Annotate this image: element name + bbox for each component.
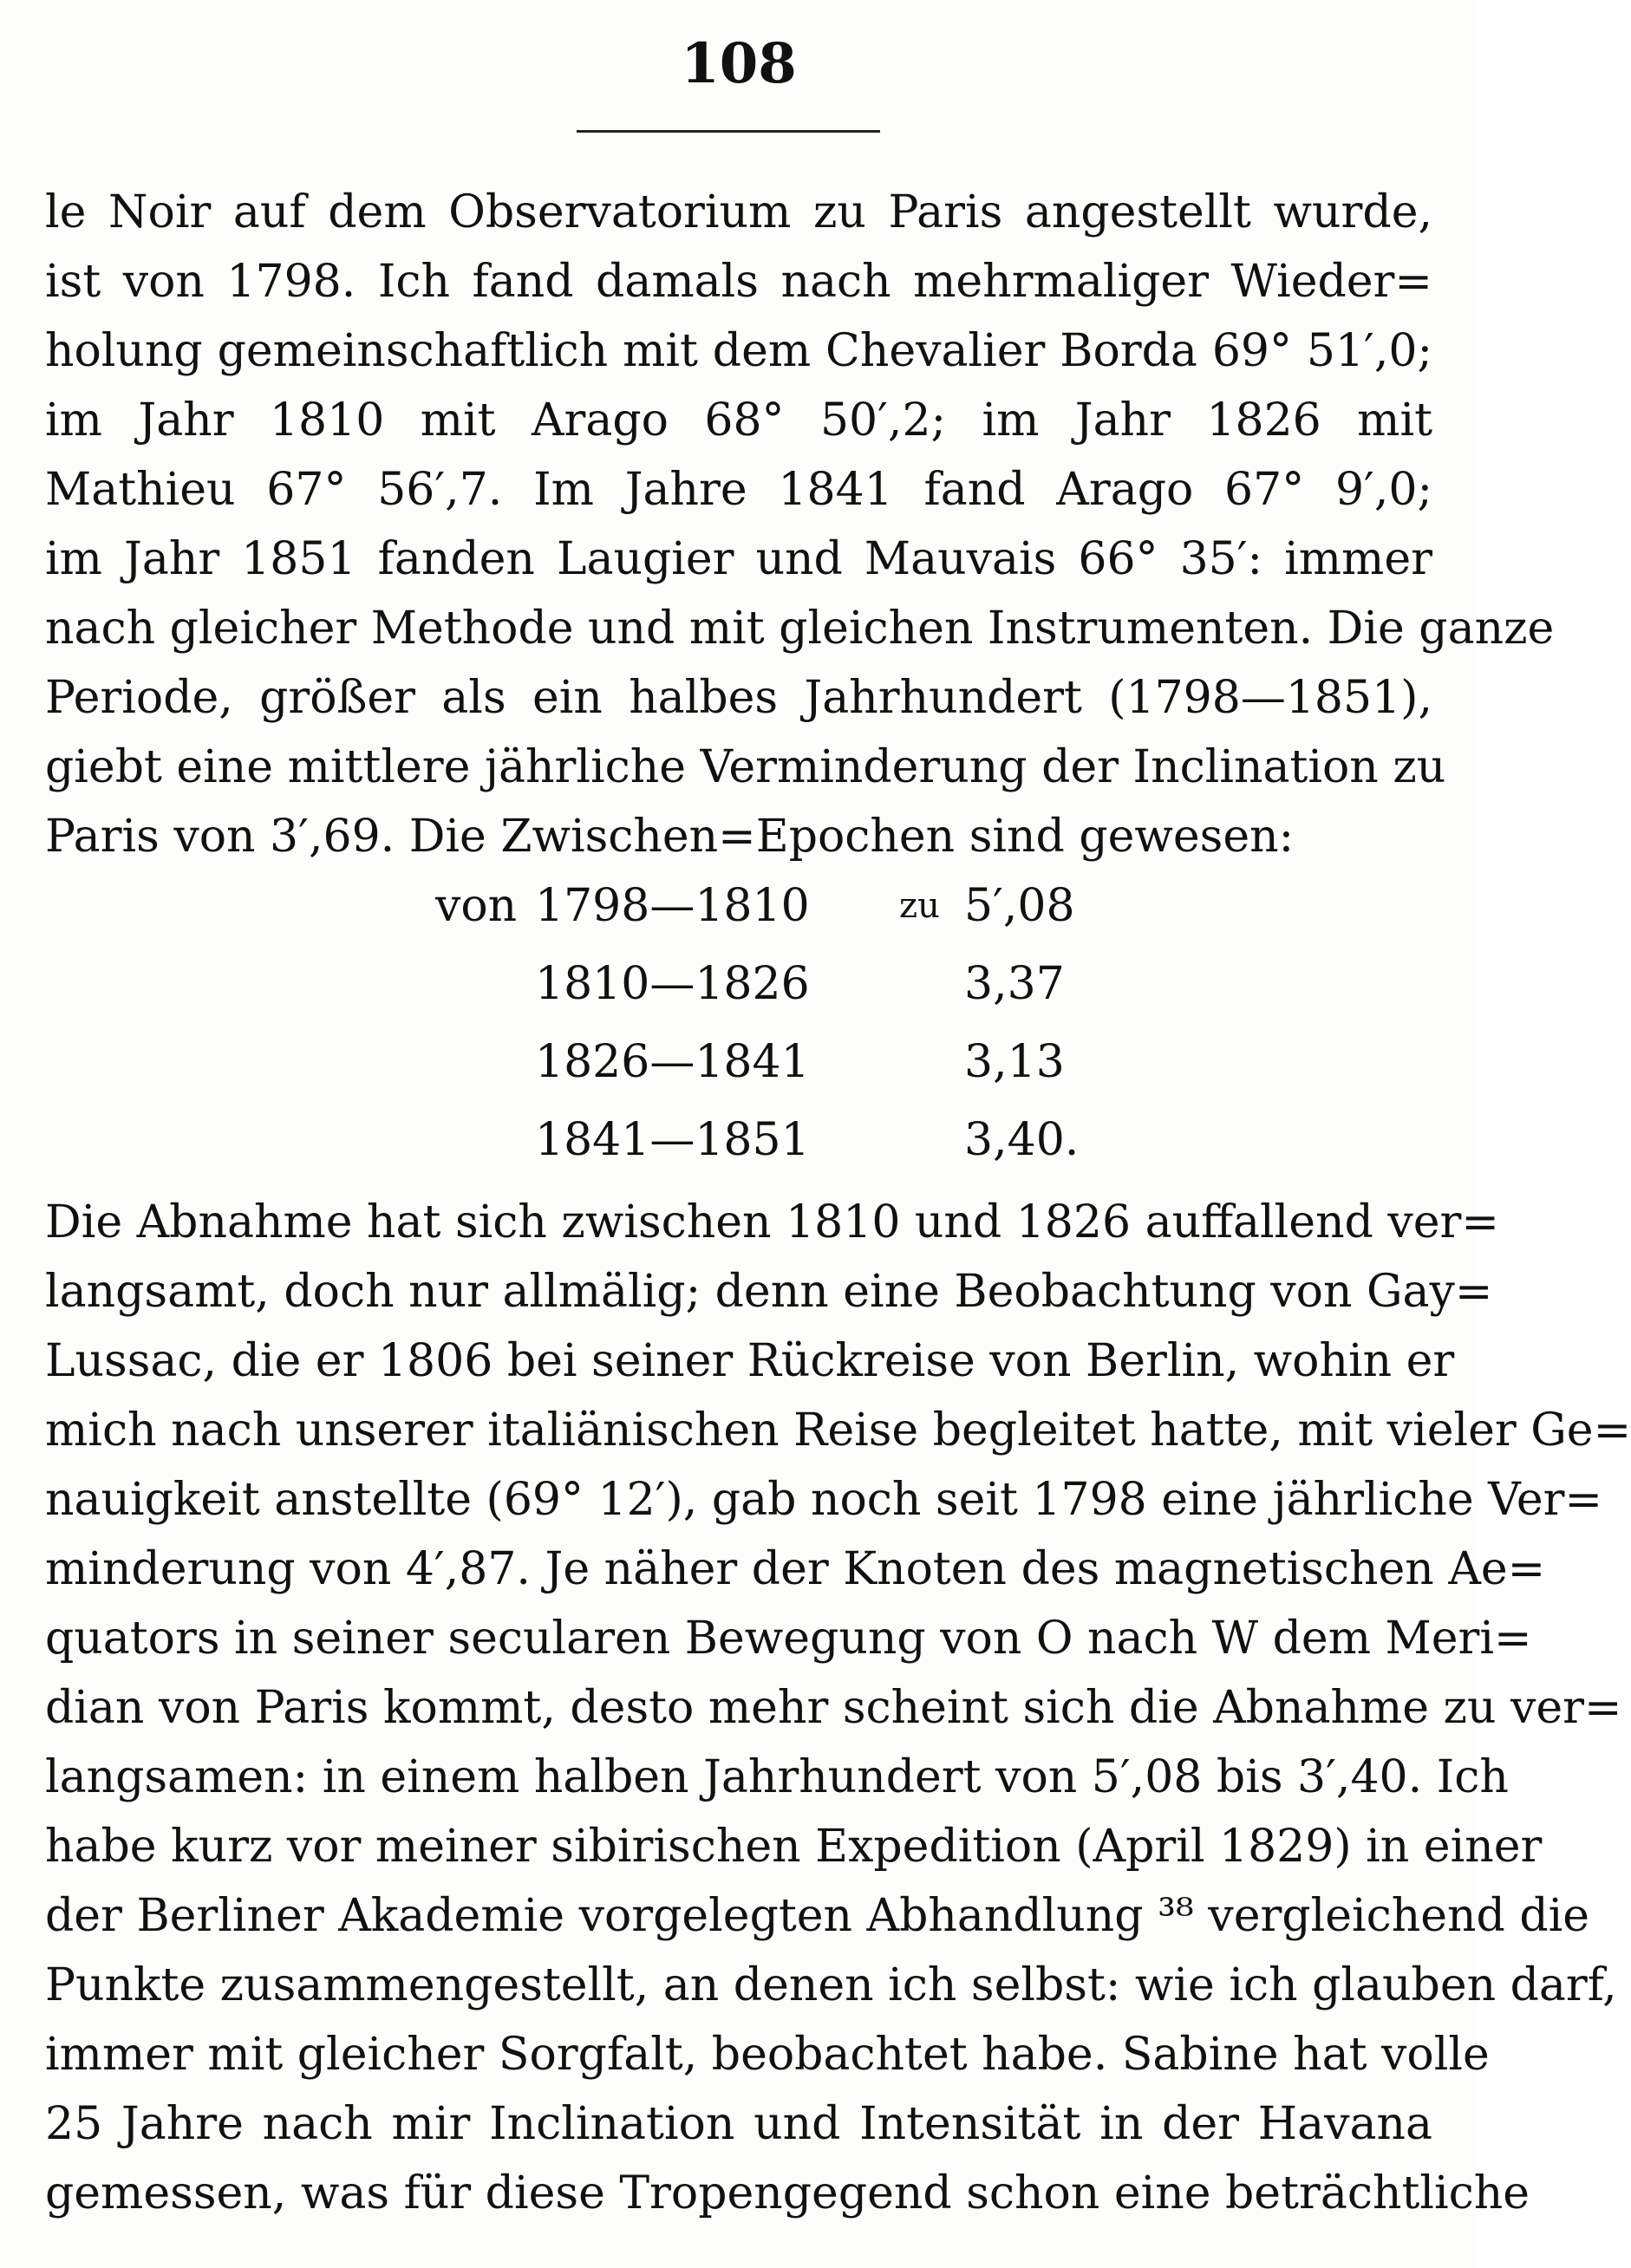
text-line: Paris von 3′,69. Die Zwischen=Epochen sind gewesen: <box>45 811 1295 863</box>
text-line: ist von 1798. Ich fand damals nach mehrmaliger Wieder= <box>45 256 1432 308</box>
table-range: 1798—1810 <box>535 880 810 932</box>
text-line: minderung von 4′,87. Je näher der Knoten des magnetischen Ae= <box>45 1543 1546 1595</box>
header-rule <box>577 130 880 133</box>
body-text <box>45 178 1631 2228</box>
text-line: gemessen, was für diese Tropengegend schon eine beträchtliche <box>45 2167 1530 2219</box>
text-line: quators in seiner secularen Bewegung von O nach W dem Meri= <box>45 1613 1532 1665</box>
text-line: Periode, größer als ein halbes Jahrhundert (1798—1851), <box>45 672 1432 724</box>
text-line: im Jahr 1810 mit Arago 68° 50′,2; im Jahr 1826 mit <box>45 394 1432 446</box>
text-line: mich nach unserer italiänischen Reise begleitet hatte, mit vieler Ge= <box>45 1404 1631 1457</box>
text-line: dian von Paris kommt, desto mehr scheint sich die Abnahme zu ver= <box>45 1682 1622 1734</box>
paragraph <box>45 1188 1631 2228</box>
text-line: Lussac, die er 1806 bei seiner Rückreise von Berlin, wohin er <box>45 1335 1455 1387</box>
text-line: giebt eine mittlere jährliche Verminderung der Inclination zu <box>45 741 1446 793</box>
text-line: nach gleicher Methode und mit gleichen Instrumenten. Die ganze <box>45 603 1555 655</box>
table-value: 3,40. <box>964 1114 1080 1166</box>
text-line: der Berliner Akademie vorgelegten Abhandlung ³⁸ vergleichend die <box>45 1890 1590 1942</box>
text-line: Punkte zusammengestellt, an denen ich selbst: wie ich glauben darf, <box>45 1959 1617 2011</box>
text-line: Die Abnahme hat sich zwischen 1810 und 1826 auffallend ver= <box>45 1196 1499 1248</box>
page-number: 108 <box>681 31 797 96</box>
text-line: immer mit gleicher Sorgfalt, beobachtet habe. Sabine hat volle <box>45 2029 1490 2081</box>
text-line: langsamen: in einem halben Jahrhundert von 5′,08 bis 3′,40. Ich <box>45 1751 1509 1803</box>
table-value: 5′,08 <box>964 880 1075 932</box>
table-range: 1810—1826 <box>535 958 810 1010</box>
text-line: 25 Jahre nach mir Inclination und Intensität in der Havana <box>45 2098 1432 2150</box>
table-range: 1841—1851 <box>535 1114 810 1166</box>
text-line: le Noir auf dem Observatorium zu Paris angestellt wurde, <box>45 186 1432 238</box>
table-range: 1826—1841 <box>535 1036 810 1088</box>
table-zu: zu <box>899 886 940 926</box>
text-line: langsamt, doch nur allmälig; denn eine Beobachtung von Gay= <box>45 1266 1493 1318</box>
table-prefix: von <box>435 880 518 932</box>
text-line: nauigkeit anstellte (69° 12′), gab noch seit 1798 eine jährliche Ver= <box>45 1474 1603 1526</box>
epochs-table <box>45 871 1432 1188</box>
text-line: Mathieu 67° 56′,7. Im Jahre 1841 fand Arago 67° 9′,0; <box>45 464 1432 516</box>
text-line: holung gemeinschaftlich mit dem Chevalier Borda 69° 51′,0; <box>45 325 1432 377</box>
table-value: 3,13 <box>964 1036 1065 1088</box>
table-value: 3,37 <box>964 958 1065 1010</box>
text-line: habe kurz vor meiner sibirischen Expedition (April 1829) in einer <box>45 1821 1543 1873</box>
text-line: im Jahr 1851 fanden Laugier und Mauvais 66° 35′: immer <box>45 533 1432 585</box>
